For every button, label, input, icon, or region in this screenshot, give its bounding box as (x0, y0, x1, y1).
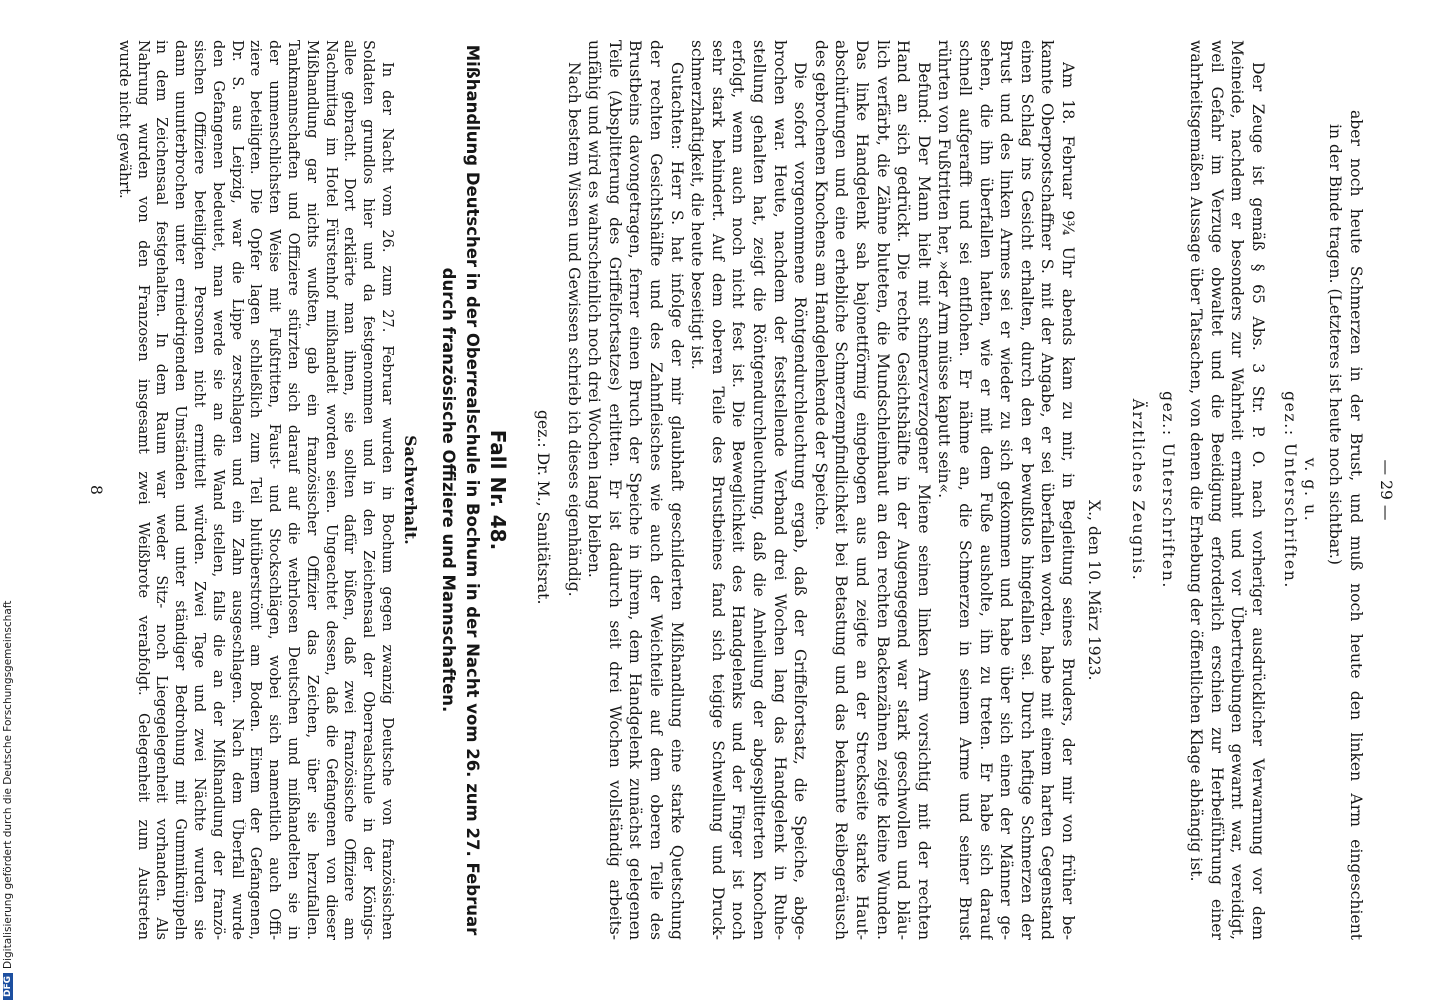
signature-line: gez.: Unterschriften. (1159, 391, 1177, 589)
body-line: Befund: Der Mann hielt mit schmerzverzogener Miene seinen linken Arm vorsichtig mit der rechten (914, 62, 933, 940)
date-line: X., den 10. März 1923. (1085, 500, 1103, 681)
body-line: aber noch heute Schmerzen in der Brust, und muß noch heute den linken Arm eingeschient (1347, 110, 1365, 940)
body-line: wahrheitsgemäßen Aussage über Tatsachen, von denen die Erhebung der öffentlichen Klage abhängig ist. (1187, 40, 1206, 882)
body-line: In der Nacht vom 26. zum 27. Februar wurden in Bochum gegen zwanzig Deutsche von französischen (379, 62, 395, 940)
document-page (80, 40, 1400, 940)
body-line: rührten von Fußtritten her, »der Arm müsse kaputt sein«. (935, 40, 954, 499)
body-line: wurde nicht gewährt. (115, 40, 132, 199)
body-line: Gutachten: Herr S. hat infolge der mir glaubhaft geschilderten Mißhandlung eine starke Quetschung (667, 62, 686, 940)
digitization-note-text: Digitalisierung gefördert durch die Deutsche Forschungsgemeinschaft (2, 600, 14, 969)
body-line: Brust und des linken Armes sei er wieder zu sich gekommen und habe über sich einen der Männer ge- (997, 40, 1016, 940)
body-line: schmerzhaftigkeit, die heute beseitigt ist. (688, 40, 707, 370)
body-line: Mißhandlung gar nichts wußten, gab ein französischer Offizier das Zeichen, über sie herzufallen. (303, 40, 320, 940)
body-line: des gebrochenen Knochens am Handgelenkende der Speiche. (811, 40, 830, 531)
body-line: Der Zeuge ist gemäß § 65 Abs. 3 Str. P. O. nach vorheriger ausdrücklicher Verwarnung vor dem (1249, 62, 1267, 940)
body-line: Nach bestem Wissen und Gewissen schrieb ich dieses eigenhändig. (564, 62, 583, 597)
body-line: stellung gehalten hat, zeigt die Röntgendurchleuchtung, daß die Anheilung der abgesplitterten Knochen (750, 40, 768, 940)
body-line: sehr stark behindert. Auf dem oberen Teile des Brustbeines fand sich teigige Schwellung und Druck- (708, 40, 727, 940)
doctor-signature: gez.: Dr. M., Sanitätsrat. (534, 410, 552, 605)
body-line: sischen Offiziere beteiligten Personen nicht ermittelt würden. Zwei Tage und zwei Nächte wurden sie (191, 40, 207, 940)
section-heading: Ärztliches Zeugnis. (1129, 398, 1147, 582)
body-line: abschürfungen und eine erhebliche Schmerzempfindlichkeit bei Betastung und das bekannte Reibegeräusch (832, 40, 851, 940)
body-line: Soldaten grundlos hier und da festgenommen und in den Zeichensaal der Oberrealschule in der Königs- (360, 40, 377, 940)
body-line: unfähig und wird es wahrscheinlich noch drei Wochen lang bleiben. (585, 40, 604, 578)
body-line: dann ununterbrochen unter erniedrigenden Umständen und unter ständiger Bedrohung mit Gummiknüppeln (172, 40, 189, 940)
digitization-note (2, 0, 16, 1000)
signature-line: gez.: Unterschriften. (1281, 391, 1299, 589)
page-number: — 29 — (1377, 459, 1395, 521)
body-line: erfolgt, wenn auch noch nicht fest ist. Die Beweglichkeit des Handgelenks und der Finger ist noch (729, 40, 748, 940)
body-line: sehen, die ihn überfallen hatten, wie er mit dem Fuße ausholte, ihn zu treten. Er habe sich darauf (976, 40, 995, 940)
case-subtitle: durch französische Offiziere und Mannschaften. (439, 267, 458, 713)
body-line: kannte Oberpostschaffner S. mit der Angabe, er sei überfallen worden, habe mit einem harten Gegenstand (1038, 40, 1057, 940)
case-title: Fall Nr. 48. (486, 429, 510, 551)
vgu-note: v. g. u. (1301, 457, 1319, 523)
body-line: ziere beteiligten. Die Opfer lagen schließlich zum Teil blutüberströmt am Boden. Einem der Gefangenen, (247, 40, 264, 940)
body-line: Hand an sich gedrückt. Die rechte Gesichtshälfte in der Augengegend war stark geschwollen und bläu- (894, 40, 913, 940)
body-line: weil Gefahr im Verzuge obwaltet und die Beeidigung erforderlich erschien zur Herbeiführung einer (1207, 40, 1226, 940)
body-line: der unmenschlichsten Weise mit Fußtritten, Faust- und Stockschlägen, wobei sich namentlich auch Offi- (266, 40, 283, 940)
body-line: Nachmittag im Hotel Fürstenhof mißhandelt worden seien. Ungeachtet dessen, daß die Gefangenen von dieser (322, 40, 339, 940)
body-line: brochen war. Heute, nachdem der feststellende Verband drei Wochen lang das Handgelenk in Ruhe- (770, 40, 789, 940)
body-line: Dr. S. aus Leipzig, war die Lippe zerschlagen und ein Zahn ausgeschlagen. Nach dem Überfall wurde (228, 40, 245, 940)
body-line: der rechten Gesichtshälfte und des Zahnfleisches wie auch der Weichteile auf dem oberen Teile des (647, 40, 665, 940)
body-line: Nahrung wurden von den Franzosen insgesamt zwei Weißbrote verabfolgt. Gelegenheit zum Austreten (134, 40, 151, 940)
body-line: Brustbeins davongetragen, ferner einen Bruch der Speiche in ihrem, dem Handgelenk zunächst gelegenen (626, 40, 645, 940)
dfg-logo: DFG (3, 973, 13, 1000)
subheading: Sachverhalt. (401, 435, 420, 545)
body-line: Meineide, nachdem er besonders zur Wahrheit ermahnt und vor Übertreibungen gewarnt war, vereidigt, (1228, 40, 1247, 940)
body-line: Teile (Absplitterung des Griffelfortsatzes) erlitten. Er ist dadurch seit drei Wochen vollständig arbeits- (605, 40, 624, 940)
body-line: Tankmannschaften und Offiziere stürzten sich darauf auf die wehrlosen Deutschen und mißhandelten sie in (285, 40, 301, 940)
body-line: lich verfärbt, die Zähne bluteten, die Mundschleimhaut an den rechten Backenzähnen zeigte kleine Wunden. (873, 40, 892, 940)
body-line: Die sofort vorgenommene Röntgendurchleuchtung ergab, daß der Griffelfortsatz, die Speiche, abge- (791, 62, 810, 940)
body-line: schnell aufgerafft und sei entflohen. Er nähme an, die Schmerzen in seinem Arme und seiner Brust (956, 40, 974, 940)
body-line: in dem Zeichensaal festgehalten. In dem Raum war weder Sitz- noch Liegegelegenheit vorhanden. Als (153, 40, 170, 940)
body-line: Am 18. Februar 9¾ Uhr abends kam zu mir, in Begleitung seines Bruders, der mir von früher be- (1059, 62, 1077, 940)
body-line: Das linke Handgelenk sah bajonettförmig eingebogen aus und zeigte an der Streckseite starke Haut- (853, 40, 871, 940)
signature-mark: 8 (87, 485, 105, 495)
body-line: den Gefangenen bedeutet, man werde sie an die Wand stellen, falls die an der Mißhandlung der franzö- (209, 40, 226, 940)
body-line: einen Schlag ins Gesicht erhalten, durch den er bewußtlos hingefallen sei. Durch heftige Schmerzen der (1017, 40, 1036, 940)
case-subtitle: Mißhandlung Deutscher in der Oberrealschule in Bochum in der Nacht vom 26. zum 27. Februar (463, 44, 482, 936)
body-line: in der Binde tragen. (Letzteres ist heute noch sichtbar.) (1326, 124, 1345, 565)
body-line: allee gebracht. Dort erklärte man ihnen, sie sollten dafür büßen, daß zwei französische Offiziere am (341, 40, 358, 940)
